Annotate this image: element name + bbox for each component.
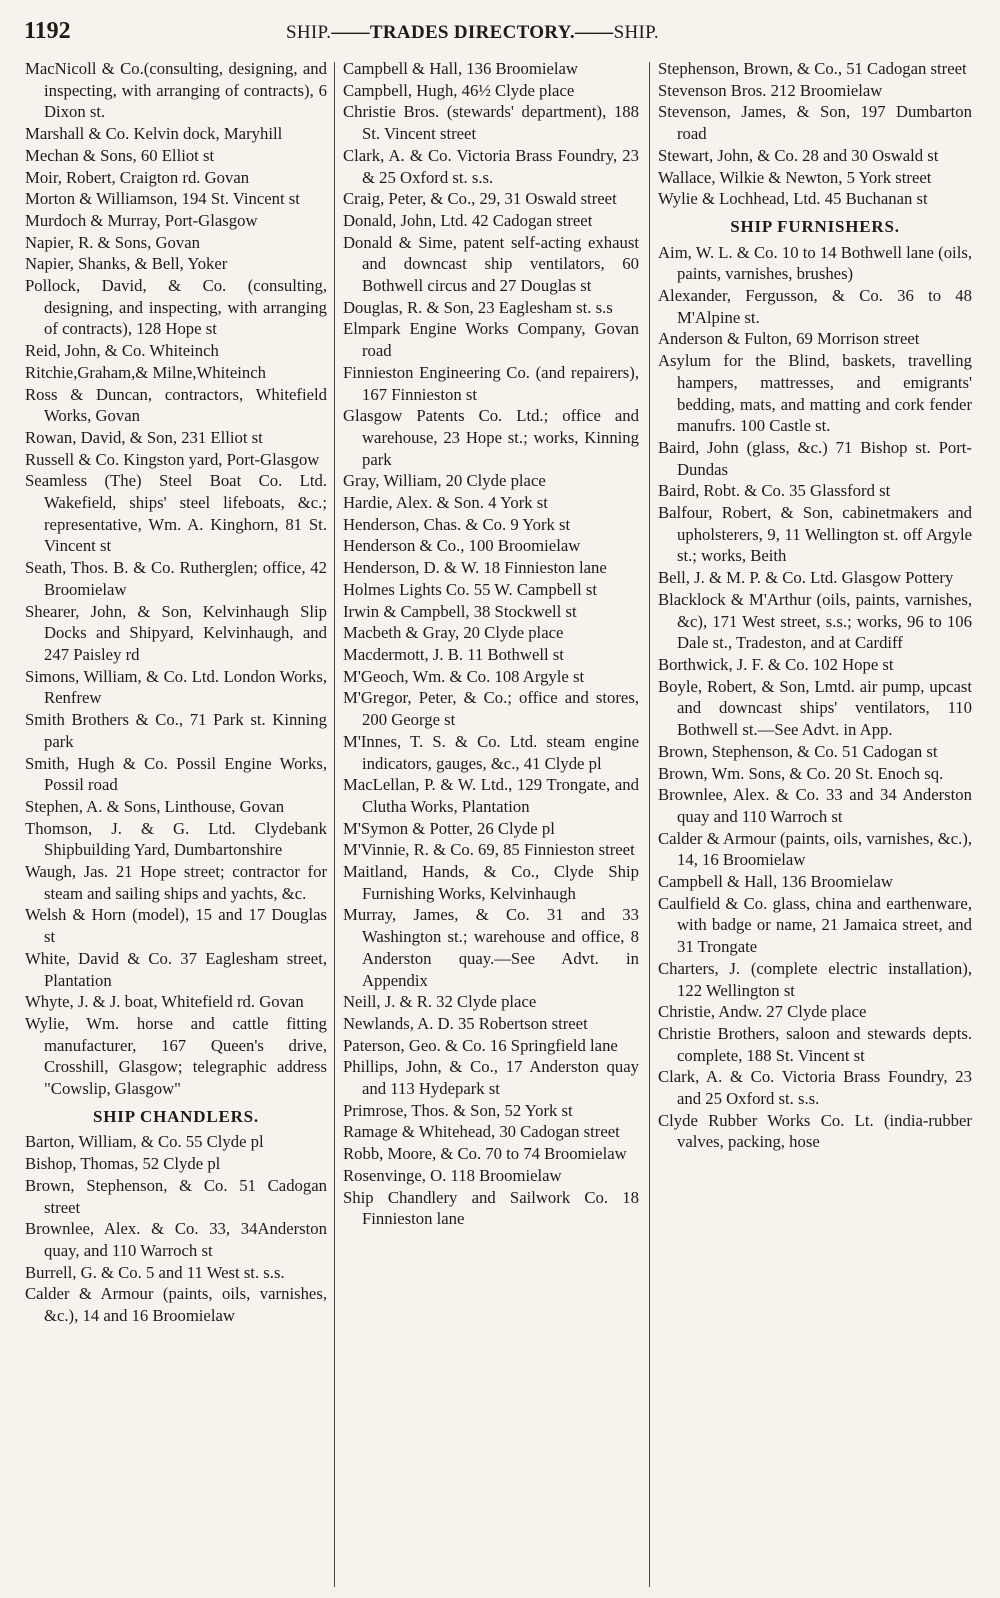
directory-entry: Clyde Rubber Works Co. Lt. (india-rubber valves, packing, hose — [658, 1110, 972, 1152]
section-heading: SHIP FURNISHERS. — [730, 216, 900, 236]
directory-entry: Wallace, Wilkie & Newton, 5 York street — [658, 167, 932, 187]
directory-entry: Bell, J. & M. P. & Co. Ltd. Glasgow Pottery — [658, 568, 954, 588]
directory-entry: M'Vinnie, R. & Co. 69, 85 Finnieston street — [343, 840, 635, 860]
directory-entry: Hardie, Alex. & Son. 4 York st — [343, 493, 548, 513]
directory-entry: Stephenson, Brown, & Co., 51 Cadogan street — [658, 59, 967, 78]
directory-entry: Robb, Moore, & Co. 70 to 74 Broomielaw — [343, 1144, 627, 1164]
directory-entry: Elmpark Engine Works Company, Govan road — [343, 319, 639, 361]
directory-entry: Waugh, Jas. 21 Hope street; contractor for steam and sailing ships and yachts, &c. — [25, 862, 327, 903]
directory-entry: Ross & Duncan, contractors, Whitefield Works, Govan — [25, 384, 327, 426]
directory-entry: Newlands, A. D. 35 Robertson street — [343, 1013, 588, 1033]
page-header — [24, 14, 970, 44]
directory-entry: Asylum for the Blind, baskets, travelling hampers, mattresses, and emigrants' bedding, mats, and matting and cork fender manufrs. 100 Castle st. — [658, 351, 972, 436]
directory-entry: Baird, John (glass, &c.) 71 Bishop st. Port-Dundas — [658, 437, 972, 479]
directory-entry: Brownlee, Alex. & Co. 33, 34Anderston quay, and 110 Warroch st — [25, 1219, 327, 1260]
directory-entry: Blacklock & M'Arthur (oils, paints, varnishes, &c), 171 West street, s.s.; works, 96 to 106 Dale st., Tradeston, and at Cardiff — [658, 589, 972, 653]
directory-entry: Russell & Co. Kingston yard, Port-Glasgow — [25, 449, 320, 469]
directory-entry: Douglas, R. & Son, 23 Eaglesham st. s.s — [343, 297, 613, 317]
directory-entry: M'Symon & Potter, 26 Clyde pl — [343, 818, 555, 838]
directory-entry: Brown, Wm. Sons, & Co. 20 St. Enoch sq. — [658, 763, 944, 783]
directory-entry: Murdoch & Murray, Port-Glasgow — [25, 210, 258, 230]
directory-entry: Burrell, G. & Co. 5 and 11 West st. s.s. — [25, 1262, 285, 1282]
column-2 — [343, 58, 639, 1592]
directory-entry: Mechan & Sons, 60 Elliot st — [25, 145, 215, 165]
directory-entry: Brown, Stephenson, & Co. 51 Cadogan st — [658, 741, 938, 761]
directory-entry: Rowan, David, & Son, 231 Elliot st — [25, 427, 263, 447]
directory-entry: Boyle, Robert, & Son, Lmtd. air pump, upcast and downcast ships' ventilators, 110 Bothwell st.—See Advt. in App. — [658, 676, 972, 740]
directory-entry: Henderson, Chas. & Co. 9 York st — [343, 514, 571, 534]
running-head-left: SHIP. — [286, 22, 332, 43]
directory-entry: Whyte, J. & J. boat, Whitefield rd. Govan — [25, 992, 304, 1012]
directory-entry: Ritchie,Graham,& Milne,Whiteinch — [25, 362, 266, 382]
directory-entry: Pollock, David, & Co. (consulting, designing, and inspecting, with arranging of contracts), 128 Hope st — [25, 276, 327, 339]
directory-entry: Primrose, Thos. & Son, 52 York st — [343, 1100, 573, 1120]
directory-entry: Napier, Shanks, & Bell, Yoker — [25, 254, 228, 274]
directory-entry: Shearer, John, & Son, Kelvinhaugh Slip Docks and Shipyard, Kelvinhaugh, and 247 Paisley rd — [25, 601, 327, 664]
directory-entry: Moir, Robert, Craigton rd. Govan — [25, 167, 250, 187]
running-head-right: SHIP. — [613, 22, 659, 43]
directory-entry: M'Geoch, Wm. & Co. 108 Argyle st — [343, 666, 585, 686]
directory-entry: Ship Chandlery and Sailwork Co. 18 Finnieston lane — [343, 1187, 639, 1229]
directory-entry: M'Innes, T. S. & Co. Ltd. steam engine indicators, gauges, &c., 41 Clyde pl — [343, 731, 639, 773]
directory-entry: Calder & Armour (paints, oils, varnishes, &c.), 14 and 16 Broomielaw — [25, 1284, 327, 1326]
directory-entry: MacLellan, P. & W. Ltd., 129 Trongate, and Clutha Works, Plantation — [343, 775, 639, 816]
directory-entry: White, David & Co. 37 Eaglesham street, Plantation — [25, 948, 327, 990]
directory-entry: Finnieston Engineering Co. (and repairers), 167 Finnieston st — [343, 362, 639, 404]
directory-entry: Alexander, Fergusson, & Co. 36 to 48 M'Alpine st. — [658, 286, 972, 327]
directory-entry: Neill, J. & R. 32 Clyde place — [343, 992, 537, 1012]
running-head — [286, 22, 659, 44]
directory-entry: Holmes Lights Co. 55 W. Campbell st — [343, 579, 598, 599]
directory-entry: Clark, A. & Co. Victoria Brass Foundry, 23 and 25 Oxford st. s.s. — [658, 1067, 972, 1109]
directory-entry: Maitland, Hands, & Co., Clyde Ship Furnishing Works, Kelvinhaugh — [343, 862, 639, 903]
directory-entry: Irwin & Campbell, 38 Stockwell st — [343, 601, 577, 621]
directory-entry: Campbell & Hall, 136 Broomielaw — [658, 872, 893, 892]
directory-entry: Baird, Robt. & Co. 35 Glassford st — [658, 481, 891, 501]
directory-entry: Stephen, A. & Sons, Linthouse, Govan — [25, 796, 285, 816]
directory-entry: Gray, William, 20 Clyde place — [343, 471, 546, 491]
directory-entry: Marshall & Co. Kelvin dock, Maryhill — [25, 124, 283, 144]
directory-entry: Stevenson Bros. 212 Broomielaw — [658, 80, 883, 100]
directory-entry: Napier, R. & Sons, Govan — [25, 232, 200, 252]
directory-entry: Donald & Sime, patent self-acting exhaust and downcast ship ventilators, 60 Bothwell circus and 27 Douglas st — [343, 232, 639, 296]
directory-entry: Brown, Stephenson, & Co. 51 Cadogan street — [25, 1175, 327, 1217]
page-number: 1192 — [24, 18, 71, 44]
directory-entry: Smith, Hugh & Co. Possil Engine Works, Possil road — [25, 753, 327, 795]
directory-entry: Thomson, J. & G. Ltd. Clydebank Shipbuilding Yard, Dumbartonshire — [25, 818, 327, 860]
directory-entry: Smith Brothers & Co., 71 Park st. Kinning park — [25, 710, 327, 751]
directory-entry: Henderson, D. & W. 18 Finnieston lane — [343, 558, 607, 578]
directory-entry: Morton & Williamson, 194 St. Vincent st — [25, 189, 300, 209]
column-rule — [649, 62, 650, 1587]
directory-entry: Craig, Peter, & Co., 29, 31 Oswald street — [343, 189, 617, 209]
directory-entry: Aim, W. L. & Co. 10 to 14 Bothwell lane (oils, paints, varnishes, brushes) — [658, 242, 972, 284]
directory-entry: Christie Bros. (stewards' department), 188 St. Vincent street — [343, 102, 639, 144]
directory-entry: Murray, James, & Co. 31 and 33 Washington st.; warehouse and office, 8 Anderston quay.—See Advt. in Appendix — [343, 905, 639, 990]
directory-entry: Christie, Andw. 27 Clyde place — [658, 1002, 867, 1022]
directory-entry: Borthwick, J. F. & Co. 102 Hope st — [658, 654, 894, 674]
directory-entry: Phillips, John, & Co., 17 Anderston quay and 113 Hydepark st — [343, 1057, 639, 1099]
directory-entry: Campbell, Hugh, 46½ Clyde place — [343, 80, 575, 100]
directory-entry: Macdermott, J. B. 11 Bothwell st — [343, 644, 564, 664]
directory-entry: Reid, John, & Co. Whiteinch — [25, 341, 219, 361]
directory-entry: Calder & Armour (paints, oils, varnishes, &c.), 14, 16 Broomielaw — [658, 828, 972, 870]
directory-entry: Seath, Thos. B. & Co. Rutherglen; office, 42 Broomielaw — [25, 558, 327, 599]
directory-entry: Christie Brothers, saloon and stewards depts. complete, 188 St. Vincent st — [658, 1023, 972, 1065]
directory-entry: Seamless (The) Steel Boat Co. Ltd. Wakefield, ships' steel lifeboats, &c.; representative, Wm. A. Kinghorn, 81 St. Vincent st — [25, 471, 327, 556]
directory-entry: Donald, John, Ltd. 42 Cadogan street — [343, 210, 593, 230]
directory-entry: Wylie, Wm. horse and cattle fitting manufacturer, 167 Queen's drive, Crosshill, Glasgow; telegraphic address "Cowslip, Glasgow" — [25, 1013, 327, 1099]
directory-entry: Henderson & Co., 100 Broomielaw — [343, 536, 581, 556]
directory-entry: Barton, William, & Co. 55 Clyde pl — [25, 1132, 264, 1152]
section-heading: SHIP CHANDLERS. — [93, 1106, 259, 1126]
column-rule — [334, 62, 335, 1587]
directory-entry: Campbell & Hall, 136 Broomielaw — [343, 59, 578, 78]
directory-entry: Rosenvinge, O. 118 Broomielaw — [343, 1165, 562, 1185]
directory-entry: Macbeth & Gray, 20 Clyde place — [343, 623, 564, 643]
directory-entry: Clark, A. & Co. Victoria Brass Foundry, 23 & 25 Oxford st. s.s. — [343, 145, 639, 187]
directory-entry: Stevenson, James, & Son, 197 Dumbarton road — [658, 102, 972, 144]
column-1 — [25, 58, 327, 1592]
directory-entry: M'Gregor, Peter, & Co.; office and stores, 200 George st — [343, 688, 639, 730]
directory-entry: Ramage & Whitehead, 30 Cadogan street — [343, 1122, 620, 1142]
directory-entry: Balfour, Robert, & Son, cabinetmakers and upholsterers, 9, 11 Wellington st. off Argyle st.; works, Beith — [658, 503, 972, 566]
directory-entry: Caulfield & Co. glass, china and earthenware, with badge or name, 21 Jamaica street, and 31 Trongate — [658, 893, 972, 957]
column-3 — [658, 58, 972, 1592]
directory-entry: Simons, William, & Co. Ltd. London Works, Renfrew — [25, 666, 327, 708]
directory-entry: Brownlee, Alex. & Co. 33 and 34 Anderston quay and 110 Warroch st — [658, 785, 972, 826]
running-head-title: ——TRADES DIRECTORY.—— — [331, 22, 614, 43]
directory-entry: Anderson & Fulton, 69 Morrison street — [658, 329, 920, 349]
directory-entry: Glasgow Patents Co. Ltd.; office and warehouse, 23 Hope st.; works, Kinning park — [343, 406, 639, 469]
directory-entry: Welsh & Horn (model), 15 and 17 Douglas st — [25, 905, 327, 947]
directory-entry: Wylie & Lochhead, Ltd. 45 Buchanan st — [658, 189, 928, 209]
directory-entry: Bishop, Thomas, 52 Clyde pl — [25, 1154, 221, 1174]
directory-entry: Paterson, Geo. & Co. 16 Springfield lane — [343, 1035, 618, 1055]
directory-entry: Charters, J. (complete electric installation), 122 Wellington st — [658, 958, 972, 1000]
directory-entry: MacNicoll & Co.(consulting, designing, and inspecting, with arranging of contracts), 6 Dixon st. — [25, 59, 327, 122]
directory-entry: Stewart, John, & Co. 28 and 30 Oswald st — [658, 145, 939, 165]
